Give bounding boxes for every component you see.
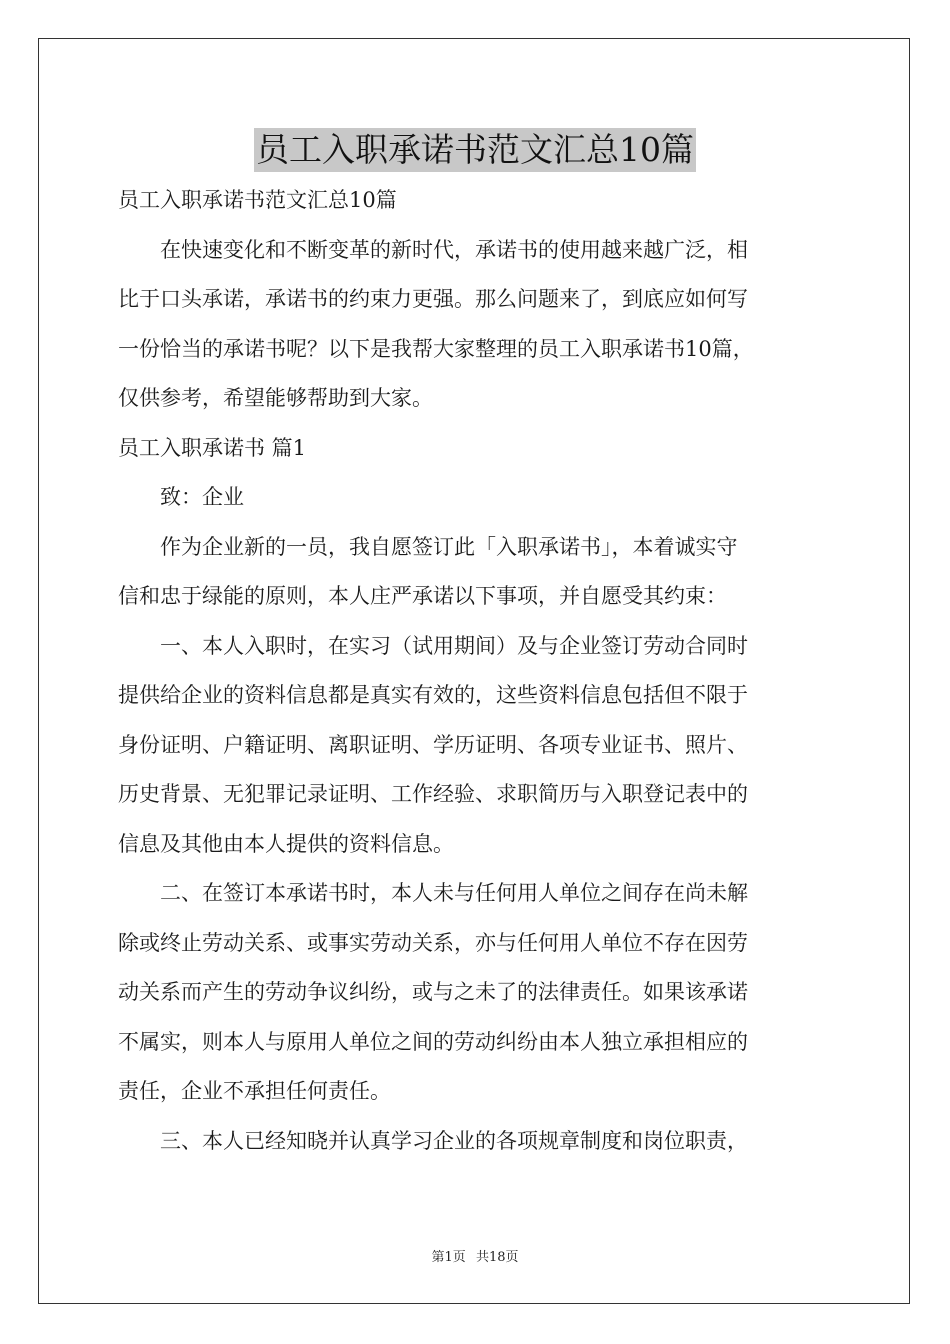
page-number: 第1页 bbox=[431, 1250, 466, 1265]
body-line: 二、在签订本承诺书时，本人未与任何用人单位之间存在尚未解 bbox=[118, 881, 748, 905]
body-line: 三、本人已经知晓并认真学习企业的各项规章制度和岗位职责， bbox=[118, 1128, 748, 1153]
body-line: 一、本人入职时，在实习（试用期间）及与企业签订劳动合同时 bbox=[118, 633, 748, 658]
page-total: 共18页 bbox=[475, 1250, 519, 1265]
body-line: 身份证明、户籍证明、离职证明、学历证明、各项专业证书、照片、 bbox=[118, 732, 748, 757]
body-line: 除或终止劳动关系、或事实劳动关系，亦与任何用人单位不存在因劳 bbox=[118, 930, 748, 955]
page-footer bbox=[0, 1249, 950, 1267]
body-line: 信息及其他由本人提供的资料信息。 bbox=[118, 831, 454, 856]
body-line: 动关系而产生的劳动争议纠纷，或与之未了的法律责任。如果该承诺 bbox=[118, 980, 748, 1004]
body-line: 员工入职承诺书范文汇总10篇 bbox=[118, 188, 397, 212]
body-line: 提供给企业的资料信息都是真实有效的，这些资料信息包括但不限于 bbox=[118, 683, 748, 707]
body-line: 致：企业 bbox=[118, 485, 244, 509]
title-wrap bbox=[0, 128, 950, 172]
section-heading: 员工入职承诺书 篇1 bbox=[118, 435, 307, 460]
body-line: 历史背景、无犯罪记录证明、工作经验、求职简历与入职登记表中的 bbox=[118, 782, 748, 806]
body-line: 一份恰当的承诺书呢？以下是我帮大家整理的员工入职承诺书10篇， bbox=[118, 336, 754, 361]
document-title: 员工入职承诺书范文汇总10篇 bbox=[254, 128, 696, 172]
body-line: 不属实，则本人与原用人单位之间的劳动纠纷由本人独立承担相应的 bbox=[118, 1029, 748, 1054]
body-line: 比于口头承诺，承诺书的约束力更强。那么问题来了，到底应如何写 bbox=[118, 287, 748, 311]
body-line: 仅供参考，希望能够帮助到大家。 bbox=[118, 386, 433, 410]
document-body bbox=[118, 176, 838, 1166]
body-line: 在快速变化和不断变革的新时代，承诺书的使用越来越广泛，相 bbox=[118, 237, 748, 262]
body-line: 责任，企业不承担任何责任。 bbox=[118, 1079, 391, 1103]
body-line: 信和忠于绿能的原则，本人庄严承诺以下事项，并自愿受其约束： bbox=[118, 584, 727, 608]
body-line: 作为企业新的一员，我自愿签订此「入职承诺书」，本着诚实守 bbox=[118, 534, 738, 559]
